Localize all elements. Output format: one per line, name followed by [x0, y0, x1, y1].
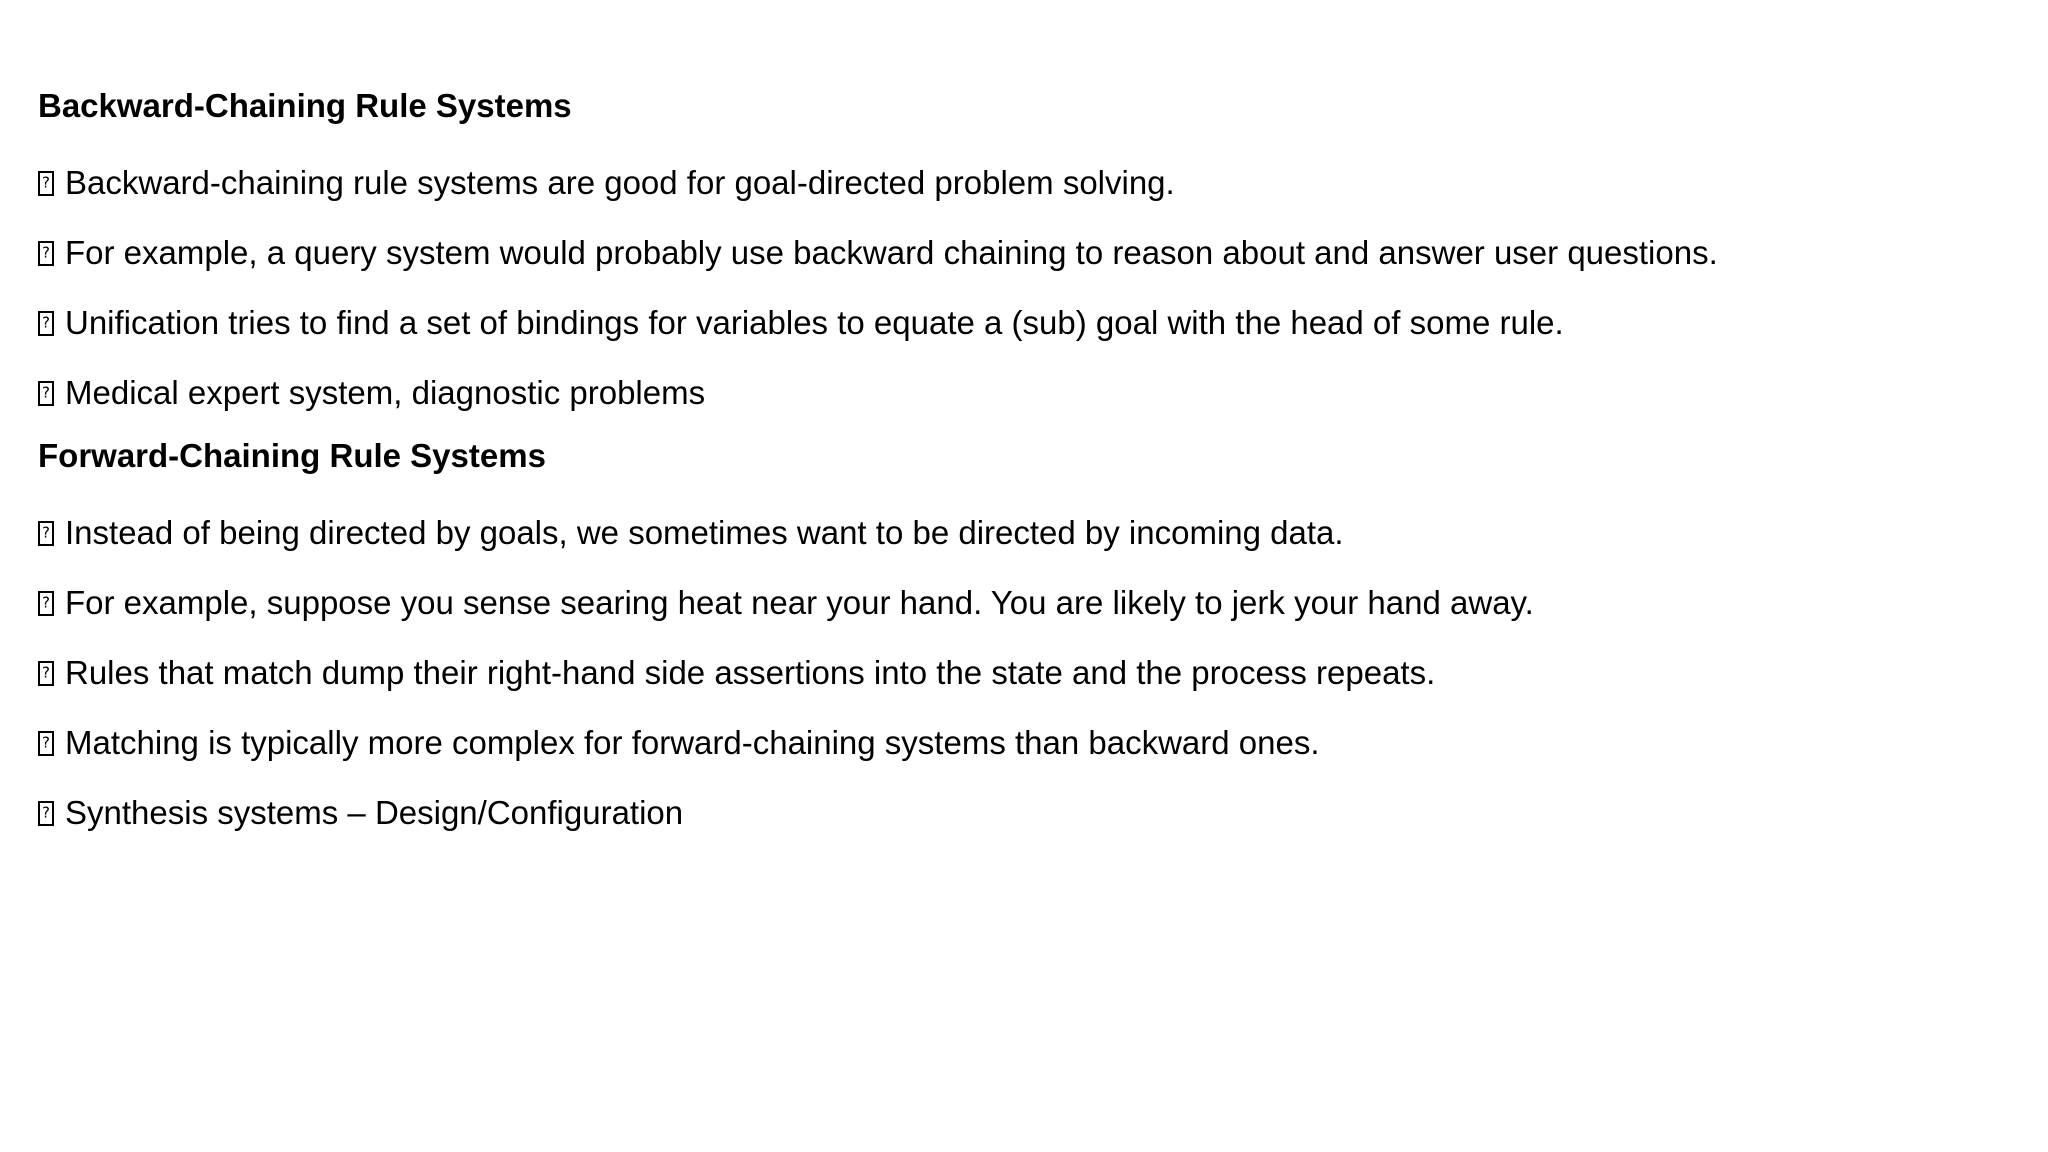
section-heading-forward: Forward-Chaining Rule Systems: [38, 437, 546, 474]
bullet-item: [38, 708, 2018, 778]
bullet-item: [38, 638, 2018, 708]
bullet-item: [38, 218, 2018, 288]
bullet-text: For example, a query system would probably use backward chaining to reason about and answer user questions.: [65, 234, 1718, 271]
bullet-item: [38, 288, 2018, 358]
bullet-text: Unification tries to find a set of bindings for variables to equate a (sub) goal with the head of some rule.: [65, 304, 1564, 341]
missing-glyph-icon: [38, 171, 54, 196]
bullet-text: Synthesis systems – Design/Configuration: [65, 794, 684, 831]
section-heading-backward: Backward-Chaining Rule Systems: [38, 87, 572, 124]
bullet-text: For example, suppose you sense searing heat near your hand. You are likely to jerk your hand away.: [65, 584, 1534, 621]
bullet-item: [38, 498, 2018, 568]
bullet-item: [38, 568, 2018, 638]
missing-glyph-icon: [38, 591, 54, 616]
bullet-text: Backward-chaining rule systems are good for goal-directed problem solving.: [65, 164, 1175, 201]
bullet-item: [38, 148, 2018, 218]
missing-glyph-icon: [38, 521, 54, 546]
missing-glyph-icon: [38, 311, 54, 336]
bullet-text: Rules that match dump their right-hand side assertions into the state and the process repeats.: [65, 654, 1436, 691]
bullet-text: Matching is typically more complex for forward-chaining systems than backward ones.: [65, 724, 1320, 761]
bullet-item: [38, 358, 2018, 428]
bullet-text: Instead of being directed by goals, we sometimes want to be directed by incoming data.: [65, 514, 1344, 551]
slide-content: [38, 78, 2018, 848]
missing-glyph-icon: [38, 381, 54, 406]
missing-glyph-icon: [38, 731, 54, 756]
bullet-text: Medical expert system, diagnostic problems: [65, 374, 706, 411]
missing-glyph-icon: [38, 241, 54, 266]
bullet-item: [38, 778, 2018, 848]
missing-glyph-icon: [38, 801, 54, 826]
missing-glyph-icon: [38, 661, 54, 686]
